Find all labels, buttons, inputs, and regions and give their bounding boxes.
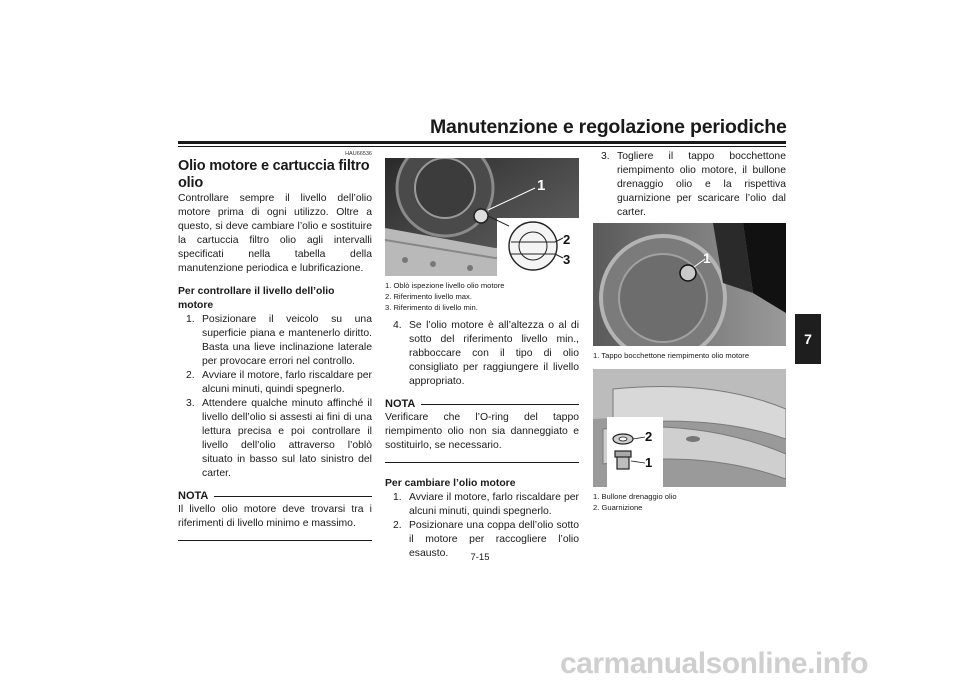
column-3: [593, 150, 786, 513]
page-number: 7-15: [470, 552, 490, 563]
nota-text: Il livello olio motore deve trovarsi tra i riferimenti di livello minimo e massimo.: [178, 504, 372, 529]
chapter-tab[interactable]: 7: [795, 314, 821, 364]
section-title: Olio motore e cartuccia filtro olio: [178, 158, 370, 191]
nota-label: NOTA: [178, 490, 209, 502]
watermark: carmanualsonline.info: [560, 647, 868, 680]
caption-line: 3. Riferimento di livello min.: [385, 303, 478, 312]
nota-header: [385, 397, 579, 411]
engine-photo-illustration: [593, 223, 786, 346]
caption-line: 2. Riferimento livello max.: [385, 292, 472, 301]
list-item: [178, 369, 372, 397]
step-number: 2.: [393, 520, 402, 531]
list-item: [178, 313, 372, 369]
step-text: Avviare il motore, farlo riscaldare per alcuni minuti, quindi spegnerlo.: [409, 492, 579, 517]
list-item: [178, 397, 372, 481]
step-number: 1.: [186, 314, 195, 325]
engine-photo-illustration: [385, 158, 579, 276]
step-number: 2.: [186, 370, 195, 381]
header-rule-thin: [178, 146, 786, 147]
caption-line: 2. Guarnizione: [593, 503, 643, 512]
filler-cap-figure: [593, 223, 786, 346]
step-number: 3.: [601, 151, 610, 162]
intro-paragraph: Controllare sempre il livello dell’olio motore prima di ogni utilizzo. Oltre a questo, si deve cambiare l’olio e sostituire la cartuccia filtro olio agli intervalli specificati nella tabella della manutenzione periodica e lubrificazione.: [178, 193, 372, 274]
step-text: Posizionare il veicolo su una superficie piana e mantenerlo diritto. Basta una lieve inclinazione laterale per provocare errori nel controllo.: [202, 314, 372, 367]
engine-photo-illustration: [593, 369, 786, 487]
step3-list: [593, 150, 786, 220]
callout-number: 2: [563, 232, 571, 247]
nota-rule: [214, 496, 372, 497]
figure-caption: [385, 280, 579, 313]
caption-line: 1. Bullone drenaggio olio: [593, 492, 677, 501]
check-level-heading: Per controllare il livello dell’olio motore: [178, 286, 335, 311]
oil-sight-glass-figure: [385, 158, 579, 276]
page-header-title: Manutenzione e regolazione periodiche: [430, 116, 787, 138]
nota-rule: [421, 404, 579, 405]
column-1: [178, 150, 372, 541]
figure-caption: [593, 491, 786, 513]
list-item: [593, 150, 786, 220]
column-2: [385, 158, 579, 561]
caption-line: 1. Tappo bocchettone riempimento olio motore: [593, 351, 750, 360]
caption-line: 1. Oblò ispezione livello olio motore: [385, 281, 505, 290]
callout-number: 1: [537, 177, 546, 194]
nota-text: Verificare che l’O-ring del tappo riempimento olio non sia danneggiato e sostituirlo, se necessario.: [385, 412, 579, 451]
step-number: 4.: [393, 320, 402, 331]
change-oil-heading: Per cambiare l’olio motore: [385, 478, 516, 489]
callout-number: 2: [645, 429, 653, 444]
callout-number: 1: [645, 455, 653, 470]
callout-number: 3: [563, 252, 571, 267]
step-text: Se l’olio motore è all’altezza o al di sotto del riferimento livello min., rabboccare con il tipo di olio consigliato per raggiungere il livello appropriato.: [409, 320, 579, 387]
step4-list: [385, 319, 579, 389]
step-text: Avviare il motore, farlo riscaldare per alcuni minuti, quindi spegnerlo.: [202, 370, 372, 395]
step-number: 3.: [186, 398, 195, 409]
step-text: Posizionare una coppa dell’olio sotto il motore per raccogliere l’olio esausto.: [409, 520, 579, 559]
step-text: Attendere qualche minuto affinché il livello dell’olio si assesti ai fini di una lettura precisa e poi controllare il livello dell’olio attraverso l’oblò situato in basso sul lato sinistro del carter.: [202, 398, 372, 479]
list-item: [385, 491, 579, 519]
section-code: HAU66536: [345, 151, 372, 157]
drain-bolt-figure: [593, 369, 786, 487]
header-rule: [178, 141, 786, 144]
step-number: 1.: [393, 492, 402, 503]
check-steps-list: [178, 313, 372, 481]
nota-end-rule: [385, 462, 579, 463]
change-steps-list: [385, 491, 579, 561]
nota-label: NOTA: [385, 398, 416, 410]
nota-end-rule: [178, 540, 372, 541]
step-text: Togliere il tappo bocchettone riempimento olio motore, il bullone drenaggio olio e la rispettiva guarnizione per scaricare l’olio dal carter.: [617, 151, 786, 218]
list-item: [385, 319, 579, 389]
figure-caption: [593, 350, 786, 361]
nota-header: [178, 489, 372, 503]
callout-number: 1: [703, 250, 711, 266]
